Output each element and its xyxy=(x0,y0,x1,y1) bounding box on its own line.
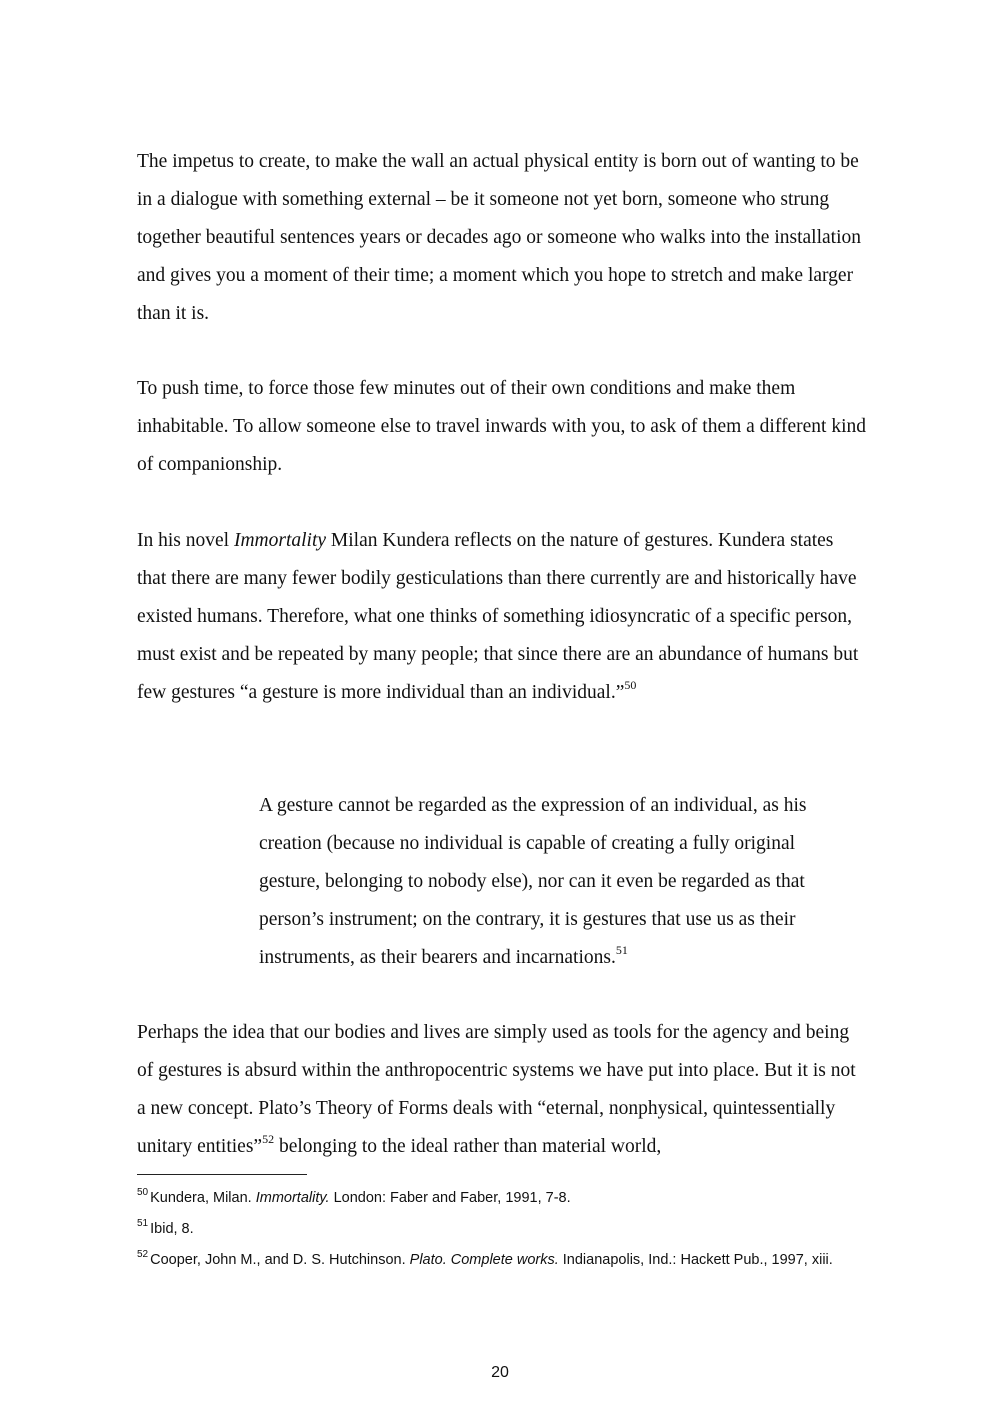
footnote-number: 52 xyxy=(137,1249,149,1261)
page-number: 20 xyxy=(491,1364,509,1381)
body-paragraph-4 xyxy=(137,1014,867,1166)
block-quote-text: A gesture cannot be regarded as the expression of an individual, as his creation (because no individual is capable of creating a fully original gesture, belonging to nobody else), nor can it even be regarded as that person’s instrument; on the contrary, it is gestures that use us as their instruments, as their bearers and incarnations. xyxy=(259,795,807,968)
block-quote xyxy=(259,787,859,977)
footnote-number: 51 xyxy=(137,1218,149,1230)
body-paragraph-3 xyxy=(137,522,867,712)
footnote-text: Ibid, 8. xyxy=(150,1221,194,1237)
footnote-number: 50 xyxy=(137,1187,149,1199)
footnotes xyxy=(137,1188,867,1281)
footnote-title: Plato. Complete works. xyxy=(409,1252,559,1268)
p4-text-after-ref: belonging to the ideal rather than material world, xyxy=(274,1136,662,1157)
footnote-title: Immortality. xyxy=(255,1190,330,1206)
footnote-ref-51[interactable]: 51 xyxy=(615,942,628,957)
footnote-separator xyxy=(137,1174,307,1175)
footnote-50 xyxy=(137,1188,867,1208)
footnote-text: London: Faber and Faber, 1991, 7-8. xyxy=(329,1190,571,1206)
footnote-text: Indianapolis, Ind.: Hackett Pub., 1997, xiii. xyxy=(558,1252,833,1268)
footnote-text: Cooper, John M., and D. S. Hutchinson. xyxy=(150,1252,410,1268)
body-paragraph-1: The impetus to create, to make the wall an actual physical entity is born out of wanting to be in a dialogue with something external – be it someone not yet born, someone who strung together beautiful sentences years or decades ago or someone who walks into the installation and gives you a moment of their time; a moment which you hope to stretch and make larger than it is. xyxy=(137,151,861,324)
footnote-ref-50[interactable]: 50 xyxy=(624,677,637,692)
p3-text-before-title: In his novel xyxy=(137,530,234,551)
book-title-immortality: Immortality xyxy=(233,530,327,551)
p4-text-before-ref: Perhaps the idea that our bodies and lives are simply used as tools for the agency and being of gestures is absurd within the anthropocentric systems we have put into place. But it is not a new concept. Plato’s Theory of Forms deals with “eternal, nonphysical, quintessentially unitary entities” xyxy=(137,1022,856,1157)
body-paragraph-2: To push time, to force those few minutes out of their own conditions and make them inhabitable. To allow someone else to travel inwards with you, to ask of them a different kind of companionship. xyxy=(137,378,866,475)
footnote-51 xyxy=(137,1219,867,1239)
footnote-ref-52[interactable]: 52 xyxy=(262,1131,275,1146)
footnote-52 xyxy=(137,1250,867,1270)
footnote-text: Kundera, Milan. xyxy=(150,1190,256,1206)
p3-text-after-title: Milan Kundera reflects on the nature of gestures. Kundera states that there are many fewer bodily gesticulations than there currently are and historically have existed humans. Therefore, what one thinks of something idiosyncratic of a specific person, must exist and be repeated by many people; that since there are an abundance of humans but few gestures “a gesture is more individual than an individual.” xyxy=(137,530,859,703)
